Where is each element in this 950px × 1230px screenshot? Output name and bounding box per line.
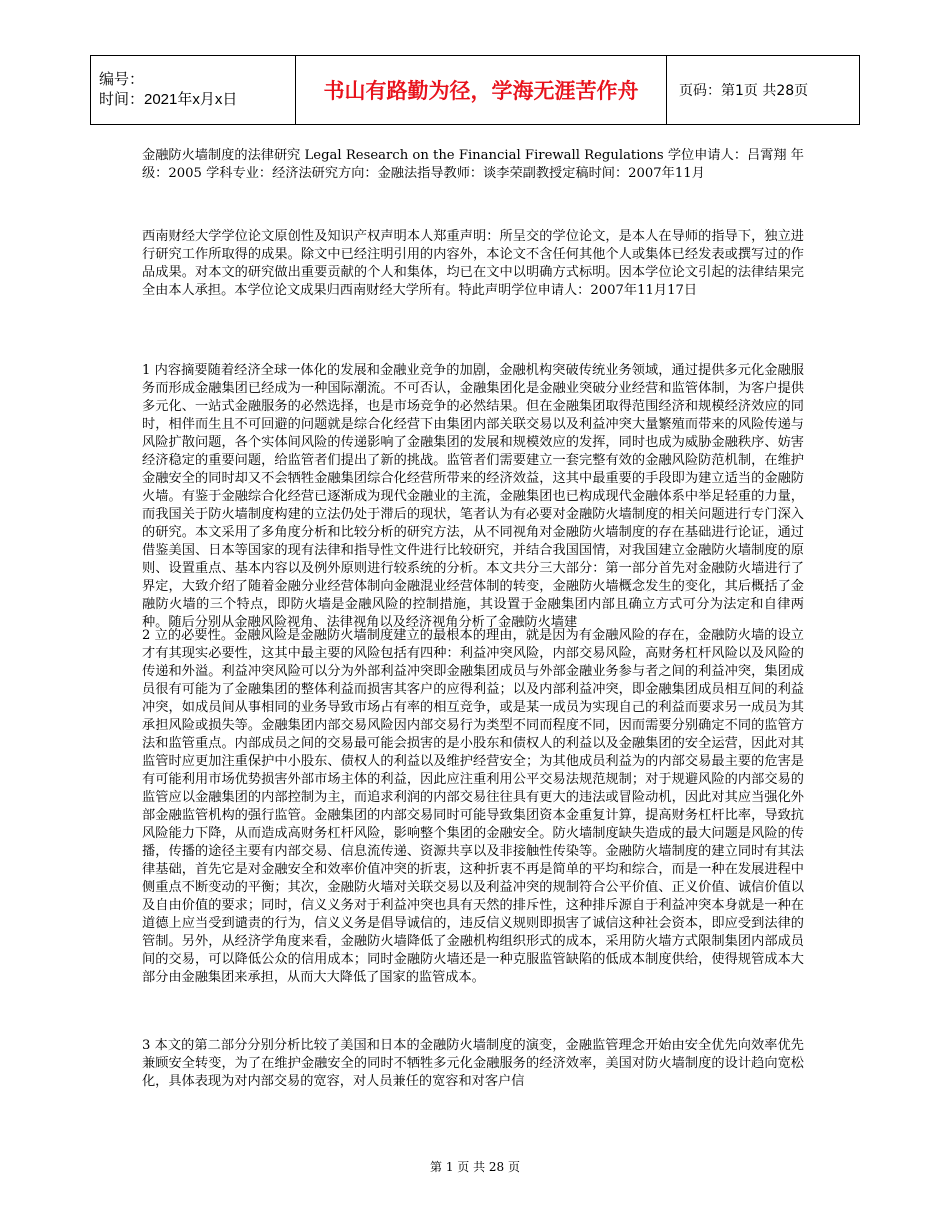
header-page-label: 页码：第1页 共28页 xyxy=(667,56,860,125)
header-motto: 书山有路勤为径，学海无涯苦作舟 xyxy=(296,56,667,125)
page-footer: 第 1 页 共 28 页 xyxy=(430,1160,520,1174)
document-number-label: 编号： xyxy=(99,71,145,88)
header-table xyxy=(90,55,860,125)
thesis-title-block: 金融防火墙制度的法律研究 Legal Research on the Financial Firewall Regulations 学位申请人：吕霄翔 年级：2005 学科专业：经济法研究方向：金融法指导教师：谈李荣副教授定稿时间：2007年11月 xyxy=(142,148,804,181)
abstract-section-1: 1 内容摘要随着经济全球一体化的发展和金融业竞争的加剧，金融机构突破传统业务领域，通过提供多元化金融服务而形成金融集团已经成为一种国际潮流。不可否认，金融集团化是金融业突破分业经营和监管体制，为客户提供多元化、一站式金融服务的必然选择，也是市场竞争的必然结果。但在金融集团取得范围经济和规模经济效应的同时，相伴而生且不可回避的问题就是综合化经营下由集团内部关联交易以及利益冲突大量繁殖而带来的风险传递与风险扩散问题，各个实体间风险的传递影响了金融集团的发展和规模效应的发挥，同时也成为威胁金融秩序、妨害经济稳定的重要问题，给监管者们提出了新的挑战。监管者们需要建立一套完整有效的金融风险防范机制，在维护金融安全的同时却又不会牺牲金融集团综合化经营所带来的经济效益，这其中最重要的手段即为建立适当的金融防火墙。有鉴于金融综合化经营已逐渐成为现代金融业的主流，金融集团也已构成现代金融体系中举足轻重的力量，而我国关于防火墙制度构建的立法仍处于滞后的现状，笔者认为有必要对金融防火墙制度的相关问题进行专门深入的研究。本文采用了多角度分析和比较分析的研究方法，从不同视角对金融防火墙制度的存在基础进行论证，通过借鉴美国、日本等国家的现有法律和指导性文件进行比较研究，并结合我国国情，对我国建立金融防火墙制度的原则、设置重点、基本内容以及例外原则进行较系统的分析。本文共分三大部分：第一部分首先对金融防火墙进行了界定，大致介绍了随着金融分业经营体制向金融混业经营体制的转变，金融防火墙概念发生的变化，其后概括了金融防火墙的三个特点，即防火墙是金融风险的控制措施，其设置于金融集团内部且确立方式可分为法定和自律两种。随后分别从金融风险视角、法律视角以及经济视角分析了金融防火墙建 xyxy=(142,363,804,630)
abstract-section-2: 2 立的必要性。金融风险是金融防火墙制度建立的最根本的理由，就是因为有金融风险的存在，金融防火墙的设立才有其现实必要性，这其中最主要的风险包括有四种：利益冲突风险，内部交易风险，高财务杠杆风险以及风险的传递和外溢。利益冲突风险可以分为外部利益冲突即金融集团成员与外部金融业务参与者之间的利益冲突，集团成员很有可能为了金融集团的整体利益而损害其客户的应得利益；以及内部利益冲突，即金融集团成员相互间的利益冲突，如成员间从事相同的业务导致市场占有率的相互竞争，或是某一成员为实现自己的利益而要求另一成员为其承担风险或损失等。金融集团内部交易风险因内部交易行为类型不同而程度不同，因而需要分别确定不同的监管方法和监管重点。内部成员之间的交易最可能会损害的是小股东和债权人的利益以及金融集团的安全运营，因此对其监管时应更加注重保护中小股东、债权人的利益以及维护经营安全；为其他成员利益为的内部交易最主要的危害是有可能利用市场优势损害外部市场主体的利益，因此应注重利用公平交易法规范规制；对于规避风险的内部交易的监管应以金融集团的内部控制为主，而追求利润的内部交易往往具有更大的违法或冒险动机，因此对其应当强化外部金融监管机构的强行监管。金融集团的内部交易同时可能导致集团资本金重复计算，提高财务杠杆比率，导致抗风险能力下降，从而造成高财务杠杆风险，影响整个集团的金融安全。防火墙制度缺失造成的最大问题是风险的传播，传播的途径主要有内部交易、信息流传递、资源共享以及非接触性传染等。金融防火墙制度的建立同时有其法律基础，首先它是对金融安全和效率价值冲突的折衷，这种折衷不再是简单的平均和综合，而是一种在发展进程中侧重点不断变动的平衡；其次，金融防火墙对关联交易以及利益冲突的规制符合公平价值、正义价值、诚信价值以及自由价值的要求；同时，信义义务对于利益冲突也具有天然的排斥性，这种排斥源自于利益冲突本身就是一种在道德上应当受到谴责的行为，信义义务是倡导诚信的，违反信义规则即损害了诚信这种社会资本，即应受到法律的管制。另外，从经济学角度来看，金融防火墙降低了金融机构组织形式的成本，采用防火墙方式限制集团内部成员间的交易，可以降低公众的信用成本；同时金融防火墙还是一种克服监管缺陷的低成本制度供给，使得规管成本大部分由金融集团来承担，从而大大降低了国家的监管成本。 xyxy=(142,628,804,985)
header-meta-cell xyxy=(91,56,296,125)
abstract-section-3: 3 本文的第二部分分别分析比较了美国和日本的金融防火墙制度的演变，金融监管理念开始由安全优先向效率优先兼顾安全转变，为了在维护金融安全的同时不牺牲多元化金融服务的经济效率，美国对防火墙制度的设计趋向宽松化，具体表现为对内部交易的宽容，对人员兼任的宽容和对客户信 xyxy=(142,1038,804,1089)
document-time-label: 时间：2021年x月x日 xyxy=(99,91,238,108)
originality-declaration: 西南财经大学学位论文原创性及知识产权声明本人郑重声明：所呈交的学位论文，是本人在导师的指导下，独立进行研究工作所取得的成果。除文中已经注明引用的内容外，本论文不含任何其他个人或集体已经发表或撰写过的作品成果。对本文的研究做出重要贡献的个人和集体，均已在文中以明确方式标明。因本学位论文引起的法律结果完全由本人承担。本学位论文成果归西南财经大学所有。特此声明学位申请人：2007年11月17日 xyxy=(142,229,804,298)
